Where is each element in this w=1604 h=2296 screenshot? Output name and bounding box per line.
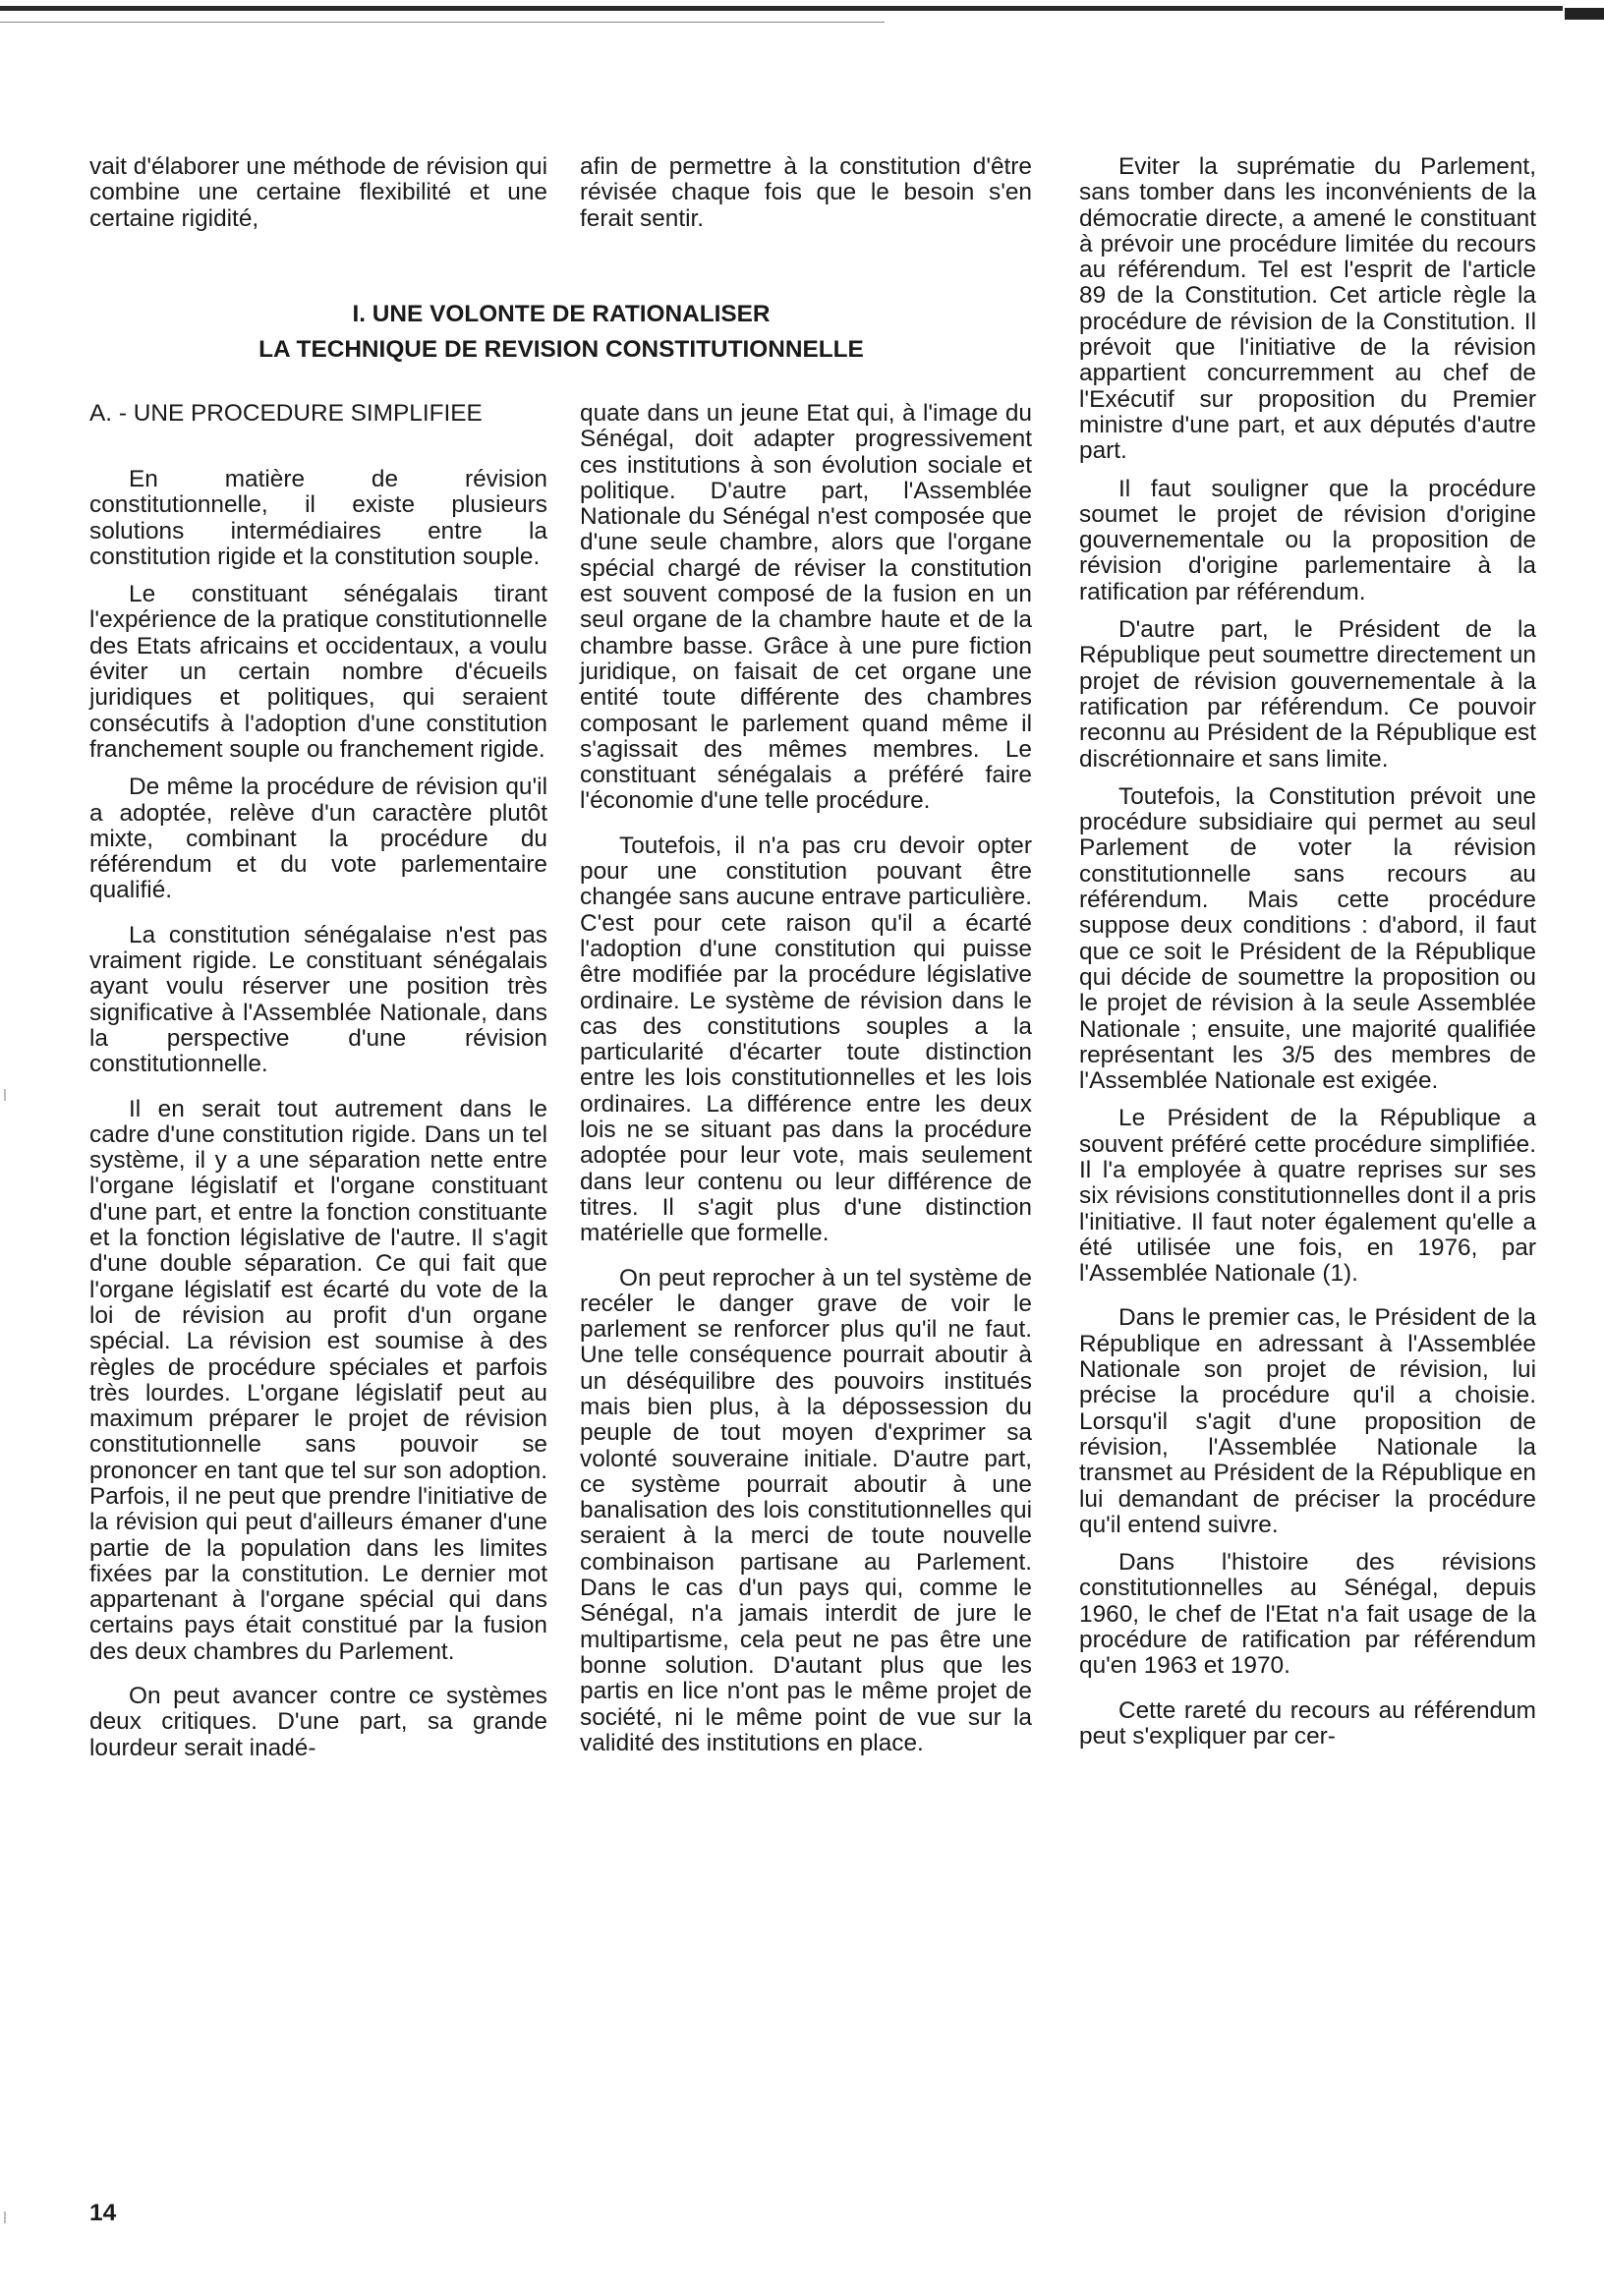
column-2-top: [580, 154, 1032, 232]
paragraph: Il en serait tout autrement dans le cadre d'une constitution rigide. Dans un tel système, il y a une séparation nette entre l'organe législatif et l'organe constituant d'une part, et entre la fonction constituante et la fonction législative de l'autre. Il s'agit d'une double séparation. Ce qui fait que l'organe législatif est écarté du vote de la loi de révision au profit d'un organe spécial. La révision est soumise à des règles de procédure spéciales et parfois très lourdes. L'organe législatif peut au maximum préparer le projet de révision constitutionnelle sans pouvoir se prononcer en tant que tel sur son adoption. Parfois, il ne peut que prendre l'initiative de la révision qui peut d'ailleurs émaner d'une partie de la population dans les limites fixées par la constitution. Le dernier mot appartenant à l'organe spécial qui dans certains pays était constitué par la fusion des deux chambres du Parlement.: [89, 1095, 547, 1665]
paragraph: On peut avancer contre ce systèmes deux critiques. D'une part, sa grande lourdeur serait inadé-: [89, 1683, 547, 1761]
section-title-line-1: I. UNE VOLONTE DE RATIONALISER: [352, 301, 771, 327]
column-3: [1079, 154, 1536, 1750]
paragraph: En matière de révision constitutionnelle, il existe plusieurs solutions intermédiaires entre la constitution rigide et la constitution souple.: [89, 466, 547, 570]
subheading: A. - UNE PROCEDURE SIMPLIFIEE: [89, 400, 483, 427]
paragraph: Toutefois, il n'a pas cru devoir opter pour une constitution pouvant être changée sans aucune entrave particulière. C'est pour cete raison qu'il a écarté l'adoption d'une constitution qui puisse être modifiée par la procédure législative ordinaire. Le système de révision dans le cas des constitutions souples a la particularité d'écarter toute distinction entre les lois constitutionnelles et les lois ordinaires. La différence entre les deux lois ne se situant pas dans la procédure adoptée pour leur vote, mais seulement dans leur contenu ou leur différence de titres. Il s'agit plus d'une distinction matérielle que formelle.: [580, 832, 1032, 1247]
corner-mark: [1565, 8, 1604, 20]
column-1: [89, 467, 547, 1761]
paragraph: On peut reprocher à un tel système de recéler le danger grave de voir le parlement se renforcer plus qu'il ne faut. Une telle conséquence pourrait aboutir à un déséquilibre des pouvoirs institués mais bien plus, à la dépossession du peuple de tout moyen d'exprimer sa volonté souveraine initiale. D'autre part, ce système pourrait aboutir à une banalisation des lois constitutionnelles qui seraient à la merci de toute nouvelle combinaison partisane au Parlement. Dans le cas d'un pays qui, comme le Sénégal, n'a jamais interdit de jure le multipartisme, cela peut ne pas être une bonne solution. D'autant plus que les partis en lice n'ont pas le même projet de société, ni le même point de vue sur la validité des institutions en place.: [580, 1264, 1032, 1756]
paragraph: Le Président de la République a souvent préféré cette procédure simplifiée. Il l'a employée à quatre reprises sur ses six révisions constitutionnelles dont il a pris l'initiative. Il faut noter également qu'elle a été utilisée une fois, en 1976, par l'Assemblée Nationale (1).: [1079, 1105, 1536, 1288]
paragraph: De même la procédure de révision qu'il a adoptée, relève d'un caractère plutôt mixte, combinant la procédure du référendum et du vote parlementaire qualifié.: [89, 774, 547, 904]
scan-speck: [4, 2211, 6, 2223]
column-1-top: [89, 154, 547, 232]
paragraph: vait d'élaborer une méthode de révision qui combine une certaine flexibilité et une certaine rigidité,: [89, 153, 547, 232]
paragraph: La constitution sénégalaise n'est pas vraiment rigide. Le constituant sénégalais ayant voulu réserver une position très significative à l'Assemblée Nationale, dans la perspective d'une révision constitutionnelle.: [89, 921, 547, 1078]
top-rule-thin: [0, 22, 885, 23]
paragraph: Le constituant sénégalais tirant l'expérience de la pratique constitutionnelle des Etats africains et occidentaux, a voulu éviter un certain nombre d'écueils juridiques et politiques, qui seraient consécutifs à l'adoption d'une constitution franchement souple ou franchement rigide.: [89, 581, 547, 763]
paragraph: Dans le premier cas, le Président de la République en adressant à l'Assemblée Nationale son projet de révision, lui précise la procédure qu'il a choisie. Lorsqu'il s'agit d'une proposition de révision, l'Assemblée Nationale la transmet au Président de la République en lui demandant de préciser la procédure qu'il entend suivre.: [1079, 1304, 1536, 1538]
paragraph: quate dans un jeune Etat qui, à l'image du Sénégal, doit adapter progressivement ces institutions à son évolution sociale et politique. D'autre part, l'Assemblée Nationale du Sénégal n'est composée que d'une seule chambre, alors que l'organe spécial chargé de réviser la constitution est souvent composé de la fusion en un seul organe de la chambre haute et de la chambre basse. Grâce à une pure fiction juridique, on faisait de cet organe une entité toute différente des chambres composant le parlement quand même il s'agissait des mêmes membres. Le constituant sénégalais a préféré faire l'économie d'une telle procédure.: [580, 400, 1032, 815]
paragraph: afin de permettre à la constitution d'être révisée chaque fois que le besoin s'en ferait sentir.: [580, 153, 1032, 232]
paragraph: Il faut souligner que la procédure soumet le projet de révision d'origine gouvernementale ou la proposition de révision d'origine parlementaire à la ratification par référendum.: [1079, 475, 1536, 605]
top-rule: [0, 6, 1563, 11]
column-2: [580, 401, 1032, 1756]
paragraph: Dans l'histoire des révisions constitutionnelles au Sénégal, depuis 1960, le chef de l'Etat n'a fait usage de la procédure de ratification par référendum qu'en 1963 et 1970.: [1079, 1549, 1536, 1680]
paragraph: D'autre part, le Président de la République peut soumettre directement un projet de révision gouvernementale à la ratification par référendum. Ce pouvoir reconnu au Président de la République est discrétionnaire et sans limite.: [1079, 616, 1536, 773]
paragraph: Toutefois, la Constitution prévoit une procédure subsidiaire qui permet au seul Parlement de voter la révision constitutionnelle sans recours au référendum. Mais cette procédure suppose deux conditions : d'abord, il faut que ce soit le Président de la République qui décide de soumettre la proposition ou le projet de révision à la seule Assemblée Nationale ; ensuite, une majorité qualifiée représentant les 3/5 des membres de l'Assemblée Nationale est exigée.: [1079, 782, 1536, 1095]
page-number: 14: [89, 2200, 117, 2226]
section-title-line-2: LA TECHNIQUE DE REVISION CONSTITUTIONNELLE: [258, 336, 864, 363]
section-title: [89, 297, 1033, 368]
scan-speck: [4, 1089, 6, 1101]
paragraph: Cette rareté du recours au référendum peut s'expliquer par cer-: [1079, 1696, 1536, 1750]
paragraph: Eviter la suprématie du Parlement, sans tomber dans les inconvénients de la démocratie directe, a amené le constituant à prévoir une procédure limitée du recours au référendum. Tel est l'esprit de l'article 89 de la Constitution. Cet article règle la procédure de révision de la Constitution. Il prévoit que l'initiative de la révision appartient concurremment au chef de l'Exécutif sur proposition du Premier ministre d'une part, et aux députés d'autre part.: [1079, 153, 1536, 465]
